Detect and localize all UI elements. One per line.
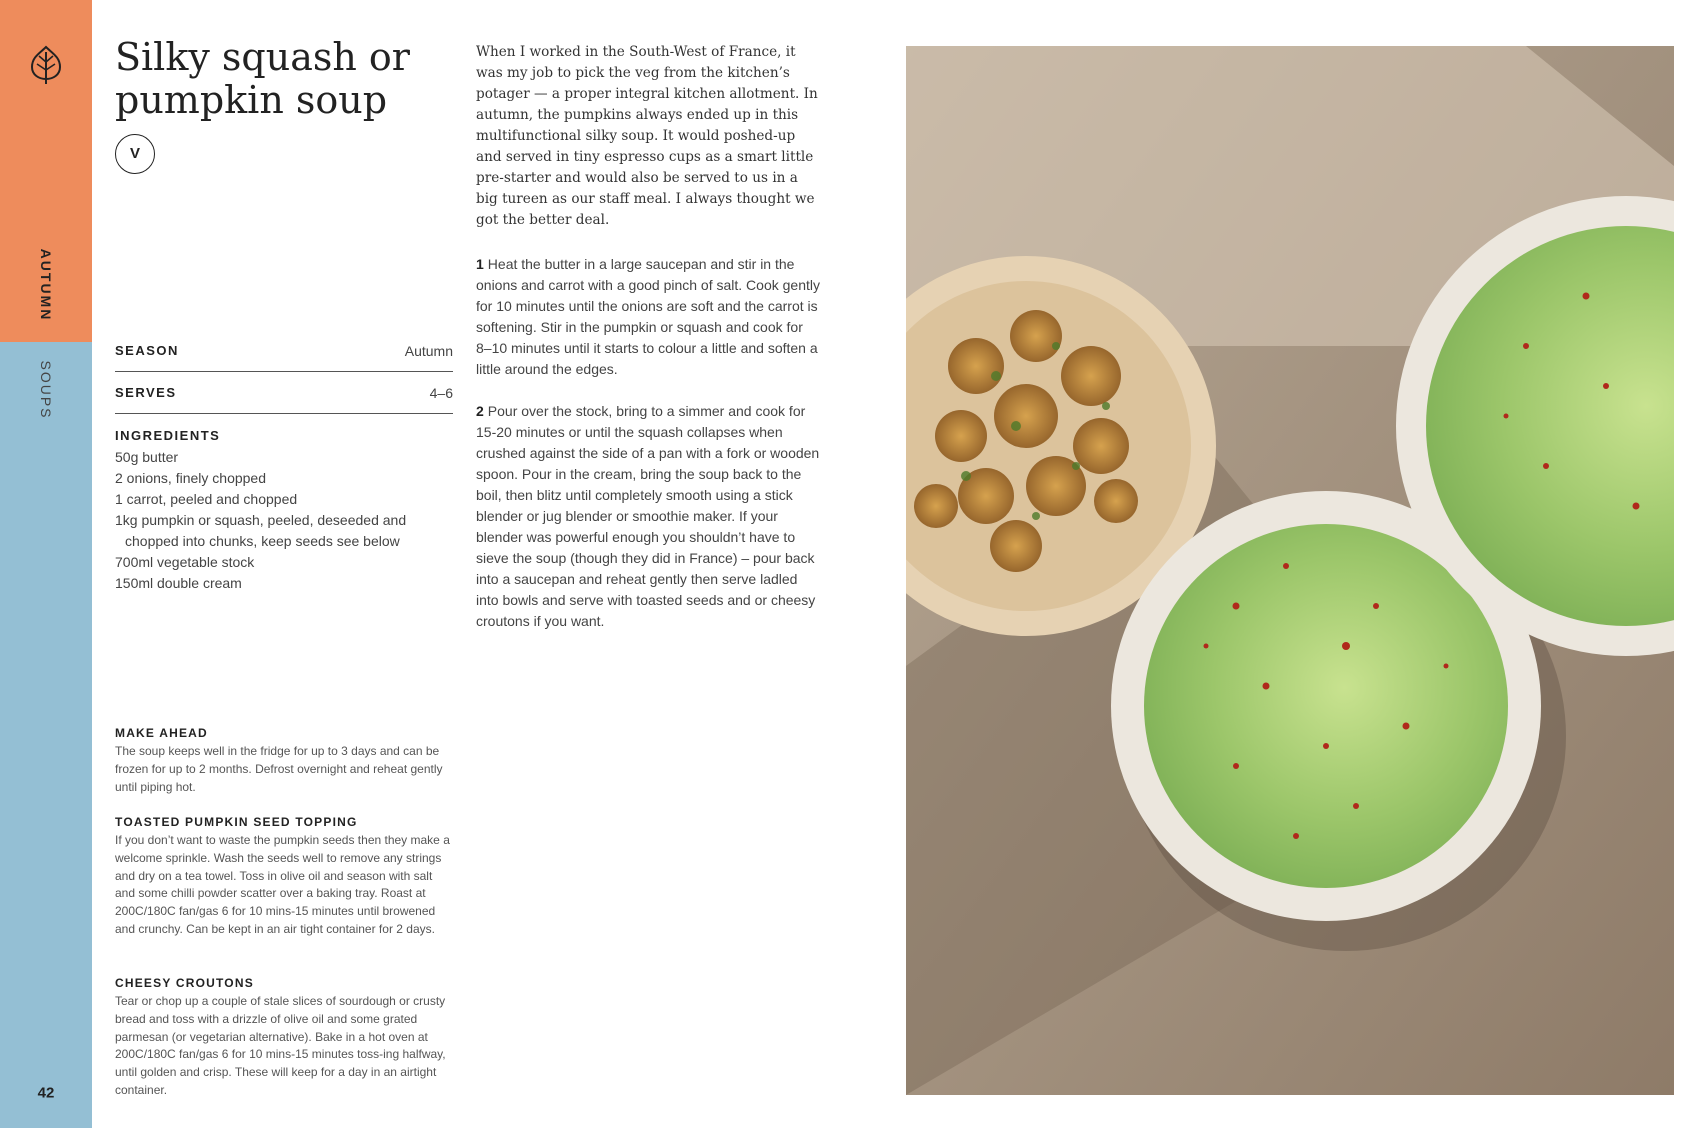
ingredient-item: 700ml vegetable stock	[115, 554, 255, 570]
ingredient-item: 2 onions, finely chopped	[115, 470, 266, 486]
recipe-title	[115, 36, 455, 122]
leaf-icon	[28, 44, 64, 86]
recipe-title-line-2: pumpkin soup	[115, 78, 388, 122]
section-label-soups: SOUPS	[38, 360, 54, 420]
season-value: Autumn	[404, 342, 453, 359]
serves-row	[115, 372, 453, 414]
page-number: 42	[37, 1084, 55, 1102]
ingredients-heading: INGREDIENTS	[115, 428, 221, 443]
seed-topping-text: If you don’t want to waste the pumpkin seeds then they make a welcome sprinkle. Wash the seeds well to remove any strings and dry on a tea towel. Toss in olive oil and season with salt and some chilli powder scatter over a baking tray. Roast at 200C/180C fan/gas 6 for 10 mins-15 minutes until browened and crunchy. Can be kept in an air tight container for 2 days.	[115, 833, 450, 936]
seed-topping-title: TOASTED PUMPKIN SEED TOPPING	[115, 815, 358, 829]
step-text: Pour over the stock, bring to a simmer and cook for 15-20 minutes or until the squash collapses when crushed against the side of a pan with a fork or wooden spoon. Pour in the cream, bring the soup back to the boil, then blitz until completely smooth using a stick blender or jug blender or smoothie maker. If your blender was powerful enough you shouldn’t have to sieve the soup (though they did in France) – pour back into a saucepan and reheat gently then serve ladled into bowls and serve with toasted seeds and or cheesy croutons if you want.	[476, 403, 820, 629]
croutons-title: CHEESY CROUTONS	[115, 976, 254, 990]
ingredient-item: 1 carrot, peeled and chopped	[115, 491, 298, 507]
ingredient-item: 1kg pumpkin or squash, peeled, deseeded and chopped into chunks, keep seeds see below	[115, 512, 407, 549]
recipe-intro: When I worked in the South-West of France, it was my job to pick the veg from the kitchen’s potager — a proper integral kitchen allotment. In autumn, the pumpkins always ended up in this multifunctional silky soup. It would poshed-up and served in tiny espresso cups as a smart little pre-starter and would also be served to us in a big tureen as our staff meal. I always thought we got the better deal.	[476, 44, 818, 228]
serves-label: SERVES	[115, 385, 177, 400]
step-number: 2	[476, 403, 484, 419]
recipe-title-line-1: Silky squash or	[115, 35, 410, 79]
soup-photo	[906, 46, 1674, 1095]
make-ahead-title: MAKE AHEAD	[115, 726, 208, 740]
section-label-autumn: AUTUMN	[38, 248, 54, 322]
method-steps	[476, 254, 821, 653]
method-step	[476, 401, 821, 632]
ingredients-list	[115, 447, 455, 594]
make-ahead-note	[115, 725, 455, 796]
vegetarian-badge: V	[115, 134, 155, 174]
croutons-note	[115, 975, 455, 1100]
method-step	[476, 254, 821, 380]
seed-topping-note	[115, 814, 455, 939]
step-text: Heat the butter in a large saucepan and stir in the onions and carrot with a good pinch of salt. Cook gently for 10 minutes until the onions are soft and the carrot is softening. Stir in the pumpkin or squash and cook for 8–10 minutes until it starts to colour a little and soften a little around the edges.	[476, 256, 820, 377]
croutons-text: Tear or chop up a couple of stale slices of sourdough or crusty bread and toss with a drizzle of olive oil and some grated parmesan (or vegetarian alternative). Bake in a hot oven at 200C/180C fan/gas 6 for 10 mins-15 minutes toss-ing halfway, until golden and crisp. These will keep for a day in an airtight container.	[115, 994, 446, 1097]
make-ahead-text: The soup keeps well in the fridge for up to 3 days and can be frozen for up to 2 months. Defrost overnight and reheat gently until piping hot.	[115, 744, 443, 794]
season-label: SEASON	[115, 343, 179, 358]
sidebar-soups-tab	[0, 342, 92, 1128]
ingredient-item: 50g butter	[115, 449, 179, 465]
step-number: 1	[476, 256, 484, 272]
season-row	[115, 330, 453, 372]
ingredient-item: 150ml double cream	[115, 575, 242, 591]
main-soup	[1144, 524, 1508, 888]
serves-value: 4–6	[429, 384, 453, 401]
